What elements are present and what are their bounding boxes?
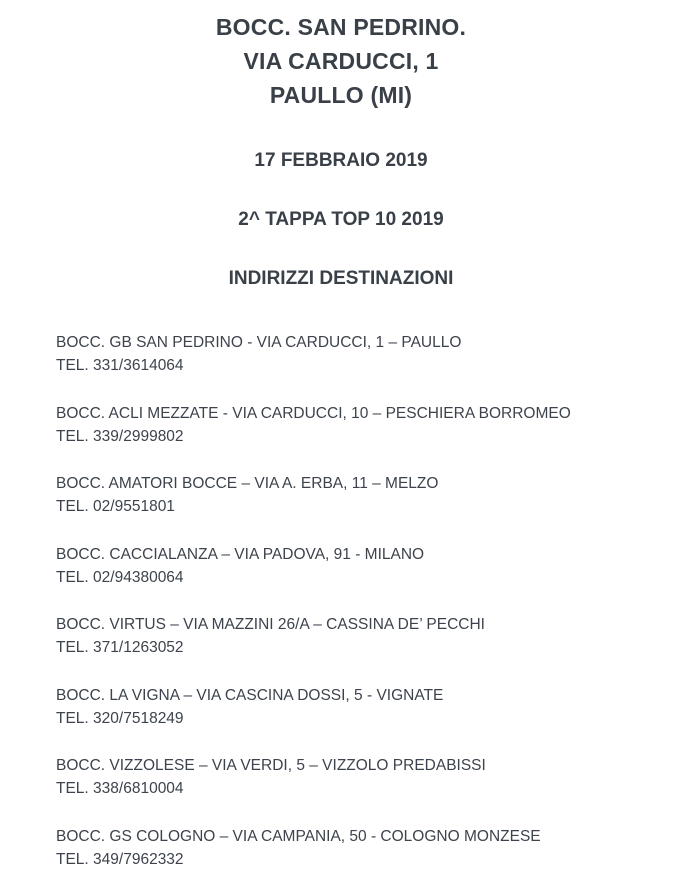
list-item (56, 543, 666, 614)
entry-phone: TEL. 338/6810004 (56, 777, 666, 800)
venue-name: BOCC. SAN PEDRINO. (0, 10, 682, 44)
entry-address: BOCC. ACLI MEZZATE - VIA CARDUCCI, 10 – PESCHIERA BORROMEO (56, 402, 666, 425)
entry-address: BOCC. GB SAN PEDRINO - VIA CARDUCCI, 1 – PAULLO (56, 331, 666, 354)
list-item (56, 613, 666, 684)
list-item (56, 402, 666, 473)
list-item (56, 825, 666, 895)
list-item (56, 754, 666, 825)
list-item (56, 472, 666, 543)
event-date: 17 FEBBRAIO 2019 (0, 150, 682, 172)
entry-address: BOCC. CACCIALANZA – VIA PADOVA, 91 - MILANO (56, 543, 666, 566)
entry-phone: TEL. 371/1263052 (56, 636, 666, 659)
entry-phone: TEL. 331/3614064 (56, 354, 666, 377)
entry-address: BOCC. AMATORI BOCCE – VIA A. ERBA, 11 – MELZO (56, 472, 666, 495)
venue-city: PAULLO (MI) (0, 78, 682, 112)
entry-address: BOCC. LA VIGNA – VIA CASCINA DOSSI, 5 - VIGNATE (56, 684, 666, 707)
venue-street: VIA CARDUCCI, 1 (0, 44, 682, 78)
entry-address: BOCC. GS COLOGNO – VIA CAMPANIA, 50 - COLOGNO MONZESE (56, 825, 666, 848)
entry-phone: TEL. 02/94380064 (56, 566, 666, 589)
event-stage: 2^ TAPPA TOP 10 2019 (0, 209, 682, 231)
entry-address: BOCC. VIRTUS – VIA MAZZINI 26/A – CASSINA DE’ PECCHI (56, 613, 666, 636)
entry-phone: TEL. 349/7962332 (56, 848, 666, 871)
section-title: INDIRIZZI DESTINAZIONI (0, 268, 682, 290)
entry-phone: TEL. 320/7518249 (56, 707, 666, 730)
destinations-list (56, 331, 666, 895)
list-item (56, 331, 666, 402)
entry-phone: TEL. 339/2999802 (56, 425, 666, 448)
list-item (56, 684, 666, 755)
document-header (0, 10, 682, 112)
entry-address: BOCC. VIZZOLESE – VIA VERDI, 5 – VIZZOLO PREDABISSI (56, 754, 666, 777)
entry-phone: TEL. 02/9551801 (56, 495, 666, 518)
